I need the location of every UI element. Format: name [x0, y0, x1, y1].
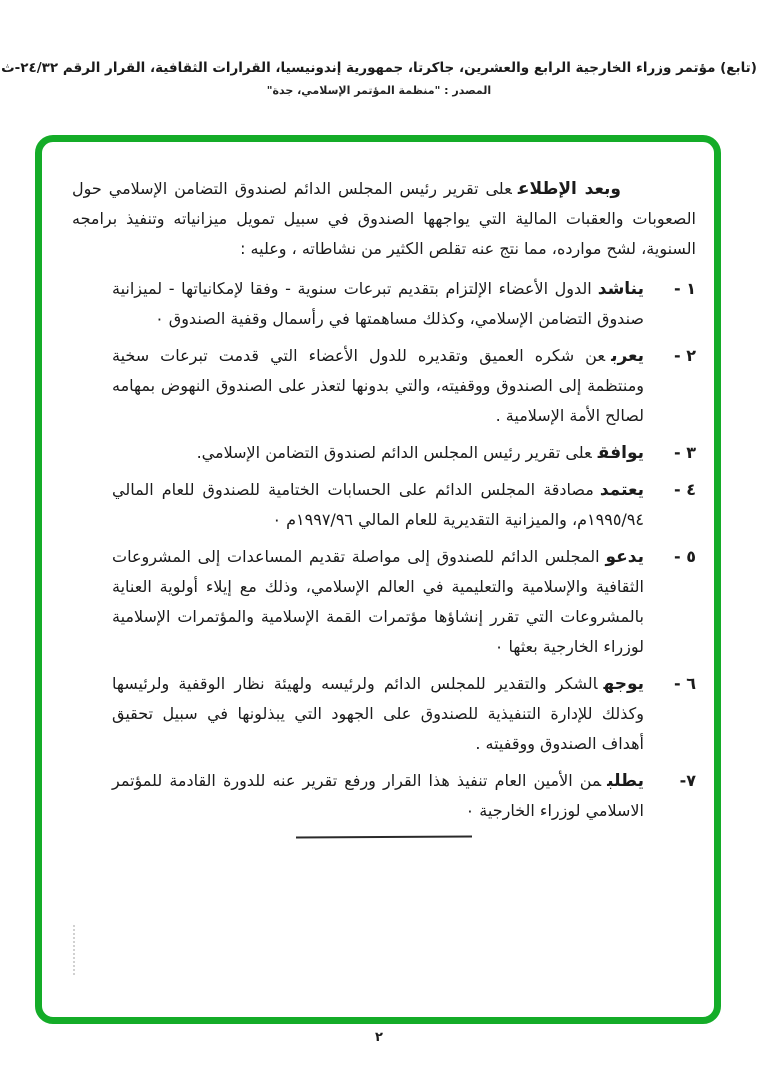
clause-number: ٧- [679, 771, 696, 790]
clause-number: ٤ - [674, 480, 696, 499]
resolution-content [42, 142, 714, 838]
clause-text [112, 274, 644, 334]
clause-number: ٢ - [674, 346, 696, 365]
opening-text: على تقرير رئيس المجلس الدائم لصندوق التضامن الإسلامي حول الصعوبات والعقبات المالية التي يواجهها الصندوق في سبيل تمويل ميزانياته وتنفيذ برامجه السنوية، لشح موارده، مما نتج عنه تقلص الكثير من نشاطاته ، وعليه : [72, 179, 696, 258]
resolution-clause-5 [72, 542, 696, 662]
clause-number: ٣ - [674, 443, 696, 462]
clause-body: الشكر والتقدير للمجلس الدائم ولرئيسه ولهيئة نظار الوقفية ولرئيسها وكذلك للإدارة التنفيذية للصندوق على الجهود التي يبذلونها في سبيل تحقيق أهداف الصندوق ووقفيته . [112, 674, 644, 753]
opening-paragraph [72, 174, 696, 264]
clause-number: ٦ - [674, 674, 696, 693]
document-header [0, 60, 758, 97]
end-divider-line [296, 836, 472, 839]
document-source: المصدر : "منظمة المؤتمر الإسلامي، جدة" [266, 84, 492, 97]
clause-lead: يوجه [603, 674, 644, 694]
clause-lead: يعرب [611, 346, 644, 366]
resolution-border-box [35, 135, 721, 1024]
clause-text [112, 669, 644, 759]
clause-text [112, 438, 644, 468]
clause-lead: يعتمد [599, 480, 644, 500]
clause-body: من الأمين العام تنفيذ هذا القرار ورفع تقرير عنه للدورة القادمة للمؤتمر الاسلامي لوزراء الخارجية ٠ [112, 771, 644, 820]
clause-lead: يناشد [597, 279, 644, 299]
resolution-clause-3 [72, 438, 696, 468]
clause-text [112, 766, 644, 826]
resolution-clause-1 [72, 274, 696, 334]
clause-lead: يوافق [597, 443, 644, 463]
resolution-clause-2 [72, 341, 696, 431]
clause-number: ٥ - [674, 547, 696, 566]
opening-lead: وبعد الإطلاع [517, 179, 621, 199]
clause-body: المجلس الدائم للصندوق إلى مواصلة تقديم المساعدات إلى المشروعات الثقافية والإسلامية والتعليمية في العالم الإسلامي، وذلك مع إيلاء أولوية العناية بالمشروعات التي تقرر إنشاؤها مؤتمرات القمة الإسلامية والمؤتمرات الإسلامية لوزراء الخارجية بعثها ٠ [112, 547, 644, 656]
clause-text [112, 475, 644, 535]
resolution-clause-6 [72, 669, 696, 759]
clause-body: عن شكره العميق وتقديره للدول الأعضاء التي قدمت تبرعات سخية ومنتظمة إلى الصندوق ووقفيته، والتي بدونها لتعذر على الصندوق النهوض بمهامه لصالح الأمة الإسلامية . [112, 346, 644, 425]
clause-body: الدول الأعضاء الإلتزام بتقديم تبرعات سنوية - وفقا لإمكانياتها - لميزانية صندوق التضامن الإسلامي، وكذلك مساهمتها في رأسمال وقفية الصندوق ٠ [112, 279, 644, 328]
resolution-clause-7 [72, 766, 696, 826]
clause-lead: يطلب [607, 771, 644, 791]
scan-artifact-dots [73, 925, 75, 975]
clause-lead: يدعو [605, 547, 644, 567]
clause-body: مصادقة المجلس الدائم على الحسابات الختامية للصندوق للعام المالي ١٩٩٥/٩٤م، والميزانية التقديرية للعام المالي ١٩٩٧/٩٦م ٠ [112, 480, 644, 529]
clause-number: ١ - [674, 279, 696, 298]
clause-body: على تقرير رئيس المجلس الدائم لصندوق التضامن الإسلامي. [196, 443, 592, 462]
clause-text [112, 341, 644, 431]
resolution-clause-4 [72, 475, 696, 535]
document-title: (تابع) مؤتمر وزراء الخارجية الرابع والعشرين، جاكرتا، جمهورية إندونيسيا، القرارات الثقافية، القرار الرقم ٢٤/٣٢-ث [1, 60, 757, 76]
clause-text [112, 542, 644, 662]
page-number: ٢ [375, 1030, 383, 1045]
